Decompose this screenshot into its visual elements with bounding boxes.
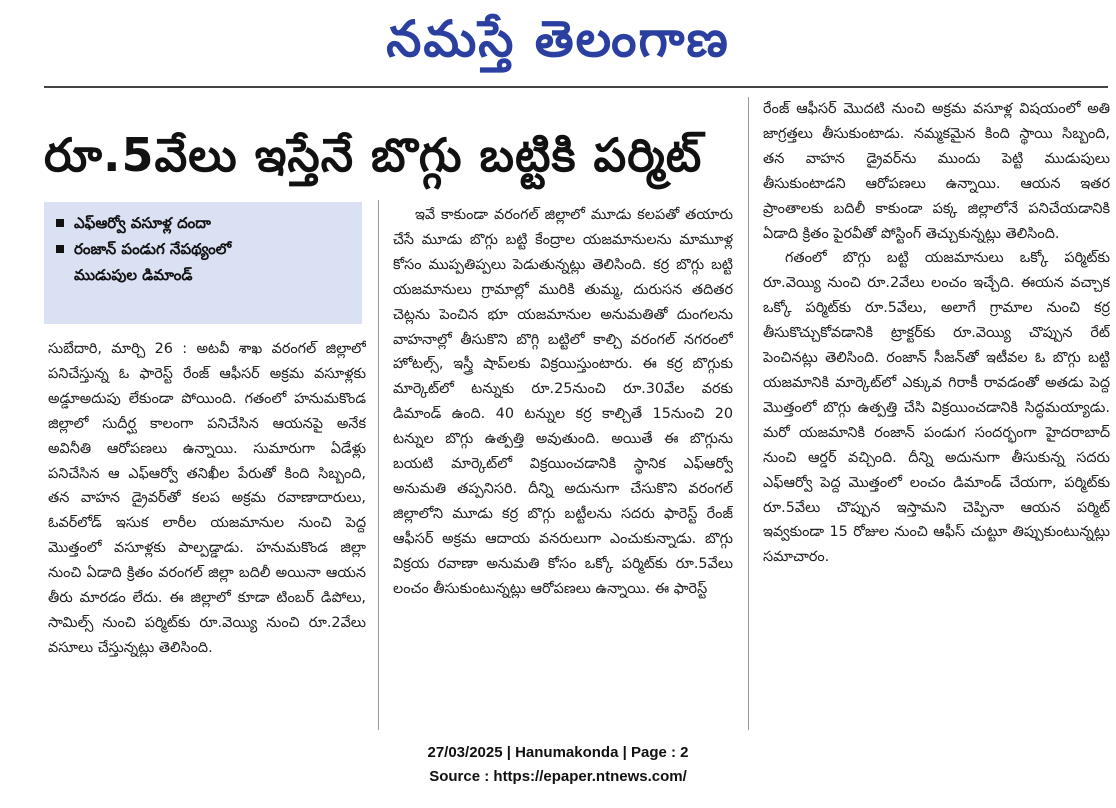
article-column-1 <box>48 337 366 727</box>
highlight-text: ముడుపుల డిమాండ్ <box>74 266 193 284</box>
bullet-square-icon <box>56 219 64 227</box>
bullet-square-icon <box>56 245 64 253</box>
highlight-text: రంజాన్ పండుగ నేపథ్యంలో <box>74 240 232 258</box>
masthead-rule <box>44 86 1108 88</box>
highlights-box <box>44 202 362 324</box>
highlight-item-continued <box>54 262 352 288</box>
article-column-2 <box>393 203 733 733</box>
article-column-3 <box>763 97 1110 733</box>
article-paragraph: రేంజ్ ఆఫీసర్ మొదటి నుంచి అక్రమ వసూళ్ల విషయంలో అతి జాగ్రత్తలు తీసుకుంటాడు. నమ్మకమైన కింది స్థాయి సిబ్బంది, తన వాహన డ్రైవర్‌ను ముందు పెట్టి ముడుపులు తీసుకుంటాడని ఆరోపణలు ఉన్నాయి. ఆయన ఇతర ప్రాంతాలకు బదిలీ కాకుండా పక్క జిల్లాలోనే పనిచేయడానికి ఏడాది క్రితం పైరవీతో పోస్టింగ్ తెచ్చుకున్నట్లు తెలిసింది. <box>763 101 1110 242</box>
highlight-item <box>54 236 352 262</box>
highlight-item <box>54 210 352 236</box>
footer-source: Source : https://epaper.ntnews.com/ <box>429 768 687 785</box>
highlight-text: ఎఫ్‌ఆర్వో వసూళ్ల దందా <box>74 214 211 232</box>
column-divider <box>748 97 749 730</box>
article-paragraph: ఇవే కాకుండా వరంగల్ జిల్లాలో మూడు కలపతో తయారు చేసే మూడు బొగ్గు బట్టి కేంద్రాల యజమానులను మామూళ్ల కోసం ముప్పతిప్పలు పెడుతున్నట్లు తెలిసింది. కర్ర బొగ్గు బట్టి యజమానులు గ్రామాల్లో మురికి తుమ్మ, దురుసన తదితర చెట్లను పెంచిన భూ యజమానుల అనుమతితో దుంగలను వాహనాల్లో తీసుకొని బొగ్గి బట్టిలో కాల్చి వరంగల్ నగరంలో హోటల్స్, ఇస్త్రీ షాప్‌లకు విక్రయిస్తుంటారు. ఈ కర్ర బొగ్గుకు మార్కెట్‌లో టన్నుకు రూ.25నుంచి రూ.30వేల వరకు డిమాండ్ ఉంది. 40 టన్నుల కర్ర కాల్చితే 15నుంచి 20 టన్నుల బొగ్గు ఉత్పత్తి అవుతుంది. అయితే ఈ బొగ్గును బయటి మార్కెట్‌లో విక్రయించడానికి స్థానిక ఎఫ్‌ఆర్వో అనుమతి తప్పనిసరి. దీన్ని అదునుగా చేసుకొని వరంగల్ జిల్లాలోని మూడు కర్ర బొగ్గు బట్టీలను సదరు ఫారెస్ట్ రేంజ్ ఆఫీసర్ అక్రమ ఆదాయ వనరులుగా ఎంచుకున్నాడు. బొగ్గు విక్రయ రవాణా అనుమతి కోసం ఒక్కో పర్మిట్‌కు రూ.5వేలు లంచం తీసుకుంటున్నట్లు ఆరోపణలు ఉన్నాయి. ఈ ఫారెస్ట్ <box>393 207 733 597</box>
masthead: నమస్తే తెలంగాణ <box>386 10 730 68</box>
headline: రూ.5వేలు ఇస్తేనే బొగ్గు బట్టికి పర్మిట్ <box>44 128 703 182</box>
article-paragraph: గతంలో బొగ్గు బట్టి యజమానులు ఒక్కో పర్మిట్‌కు రూ.వెయ్యి నుంచి రూ.2వేలు లంచం ఇచ్చేది. ఈయన వచ్చాక ఒక్కో పర్మిట్‌కు రూ.5వేలు, అలాగే గ్రామాల నుంచి కర్ర తీసుకొచ్చుకోవడానికి ట్రాక్టర్‌కు రూ.వెయ్యి చొప్పున రేట్ పెంచినట్లు తెలిసింది. రంజాన్ సీజన్‌తో ఇటీవల ఓ బొగ్గు బట్టి యజమానికి మార్కెట్‌లో ఎక్కువ గిరాకీ రావడంతో అతడు పెద్ద మొత్తంలో బొగ్గు ఉత్పత్తి చేసి విక్రయించడానికి సిద్ధమయ్యాడు. మరో యజమానికి రంజాన్ పండుగ సందర్భంగా హైదరాబాద్ నుంచి ఆర్డర్ వచ్చింది. దీన్ని అదునుగా తీసుకున్న సదరు ఎఫ్‌ఆర్వో పెద్ద మొత్తంలో లంచం డిమాండ్ చేయగా, పర్మిట్‌కు రూ.5వేలు చొప్పున ఇస్తామని చెప్పినా ఆయన పర్మిట్ ఇవ్వకుండా 15 రోజుల నుంచి ఆఫీస్ చుట్టూ తిప్పుకుంటున్నట్లు సమాచారం. <box>763 250 1110 566</box>
article-paragraph: సుబేదారి, మార్చి 26 : అటవీ శాఖ వరంగల్ జిల్లాలో పనిచేస్తున్న ఓ ఫారెస్ట్ రేంజ్ ఆఫీసర్ అక్రమ వసూళ్లకు అడ్డూఅదుపు లేకుండా పోయింది. గతంలో హనుమకొండ జిల్లాలో సుదీర్ఘ కాలంగా పనిచేసిన ఆయనపై అనేక అవినీతి ఆరోపణలు ఉన్నాయి. సుమారుగా ఏడేళ్లు పనిచేసిన ఆ ఎఫ్‌ఆర్వో తనిఖీల పేరుతో కింది సిబ్బంది, తన వాహన డ్రైవర్‌తో కలప అక్రమ రవాణాదారులు, ఓవర్‌లోడ్ ఇసుక లారీల యజమానుల నుంచి పెద్ద మొత్తంలో వసూళ్లకు పాల్పడ్డాడు. హనుమకొండ జిల్లా నుంచి ఏడాది క్రితం వరంగల్ జిల్లా బదిలీ అయినా ఆయన తీరు మారడం లేదు. ఈ జిల్లాలో కూడా టింబర్ డిపోలు, సామిల్స్ నుంచి పర్మిట్‌కు రూ.వెయ్యి నుంచి రూ.2వేలు వసూలు చేస్తున్నట్లు తెలిసింది. <box>48 341 366 656</box>
column-divider <box>378 200 379 730</box>
footer-dateline: 27/03/2025 | Hanumakonda | Page : 2 <box>427 744 689 761</box>
